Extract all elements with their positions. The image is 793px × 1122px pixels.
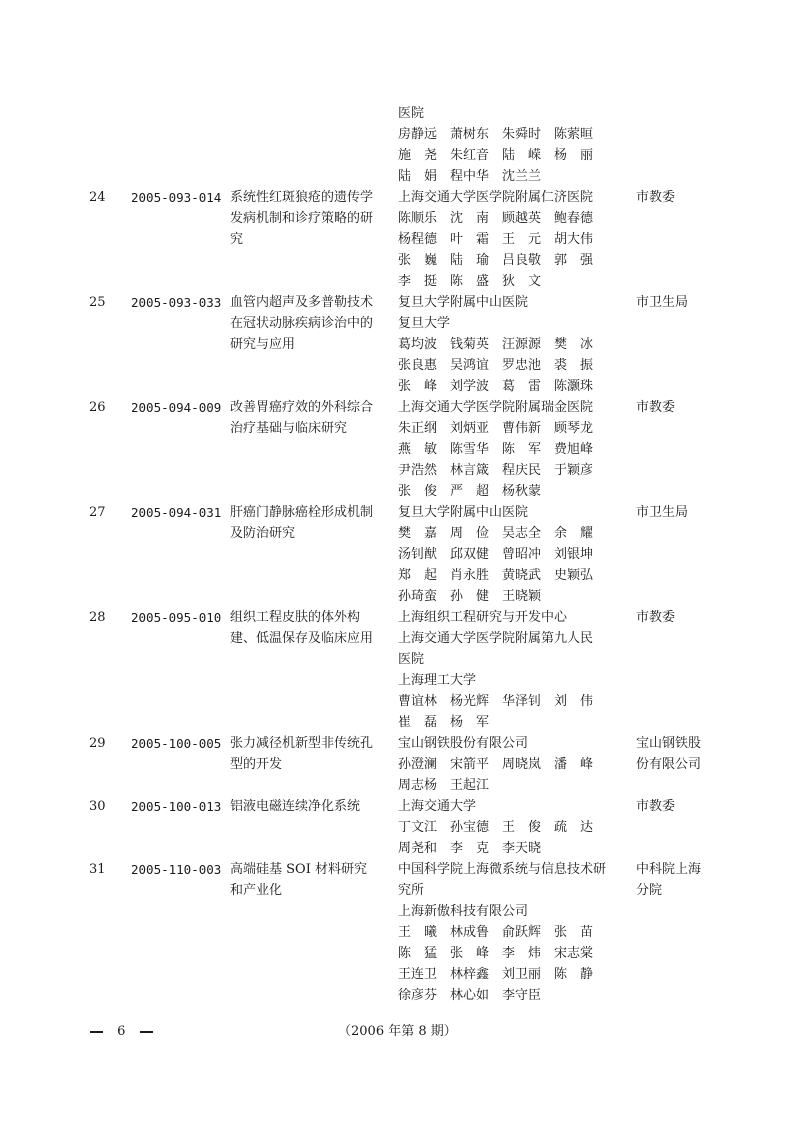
- entry-unit-line: 张 巍 陆 瑜 吕良敬 郭 强: [398, 253, 594, 268]
- entry-title-line: 治疗基础与临床研究: [230, 421, 348, 436]
- entry-recommender-line: 中科院上海: [636, 862, 702, 877]
- entry-unit-line: 陈顺乐 沈 南 顾越英 鲍春德: [398, 211, 594, 226]
- entry-unit-line: 丁文江 孙宝德 王 俊 疏 达: [398, 820, 594, 835]
- entry-title-line: 建、低温保存及临床应用: [230, 631, 374, 646]
- entry-number: 29: [89, 736, 106, 751]
- entry-unit-line: 徐彦芬 林心如 李守臣: [398, 988, 542, 1003]
- entry-title-line: 究: [230, 232, 244, 247]
- entry-title-line: 铝液电磁连续净化系统: [230, 799, 361, 814]
- carryover-unit-line: 施 尧 朱红音 陆 嵘 杨 丽: [398, 148, 594, 163]
- entry-title-line: 血管内超声及多普勒技术: [230, 295, 374, 310]
- entry-unit-line: 王 曦 林成鲁 俞跃辉 张 苗: [398, 925, 594, 940]
- entry-unit-line: 樊 嘉 周 俭 吴志全 余 耀: [398, 526, 594, 541]
- page-number: 6: [117, 1024, 126, 1039]
- entry-unit-line: 杨程德 叶 霜 王 元 胡大伟: [398, 232, 594, 247]
- entry-number: 26: [89, 400, 106, 415]
- entry-title-line: 和产业化: [230, 883, 283, 898]
- entry-unit-line: 张 峰 刘学波 葛 雷 陈灏珠: [398, 379, 594, 394]
- entry-unit-line: 陈 猛 张 峰 李 炜 宋志棠: [398, 946, 594, 961]
- entry-unit-line: 上海交通大学医学院附属第九人民: [398, 631, 594, 646]
- entry-recommender-line: 市教委: [636, 799, 676, 814]
- entry-unit-line: 复旦大学: [398, 316, 451, 331]
- entry-title-line: 高端硅基 SOI 材料研究: [230, 862, 367, 877]
- entry-unit-line: 复旦大学附属中山医院: [398, 505, 529, 520]
- entry-title-line: 肝癌门静脉癌栓形成机制: [230, 505, 374, 520]
- entry-unit-line: 上海交通大学: [398, 799, 477, 814]
- entry-title-line: 及防治研究: [230, 526, 296, 541]
- entry-unit-line: 周尧和 李 克 李天晓: [398, 841, 542, 856]
- entry-recommender-line: 份有限公司: [636, 757, 702, 772]
- entry-unit-line: 上海新傲科技有限公司: [398, 904, 529, 919]
- entry-number: 24: [89, 190, 106, 205]
- entry-unit-line: 尹浩然 林言箴 程庆民 于颖彦: [398, 463, 594, 478]
- entry-recommender-line: 宝山钢铁股: [636, 736, 702, 751]
- entry-unit-line: 究所: [398, 883, 425, 898]
- entry-unit-line: 孙琦蛮 孙 健 王晓颖: [398, 589, 542, 604]
- entry-code: 2005-093-033: [131, 295, 222, 310]
- carryover-unit-line: 房静远 萧树东 朱舜时 陈萦晅: [398, 127, 594, 142]
- entry-recommender-line: 市教委: [636, 190, 676, 205]
- entry-recommender-line: 分院: [636, 883, 663, 898]
- entry-code: 2005-100-013: [131, 799, 222, 814]
- entry-title-line: 张力减径机新型非传统孔: [230, 736, 374, 751]
- entry-unit-line: 复旦大学附属中山医院: [398, 295, 529, 310]
- entry-unit-line: 崔 磊 杨 军: [398, 715, 490, 730]
- entry-title-line: 研究与应用: [230, 337, 296, 352]
- entry-code: 2005-094-009: [131, 400, 222, 415]
- entry-code: 2005-094-031: [131, 505, 222, 520]
- entry-title-line: 组织工程皮肤的体外构: [230, 610, 361, 625]
- entry-unit-line: 张良惠 吴鸿谊 罗忠池 裘 振: [398, 358, 594, 373]
- entry-number: 27: [89, 505, 106, 520]
- entry-code: 2005-095-010: [131, 610, 222, 625]
- entry-title-line: 发病机制和诊疗策略的研: [230, 211, 374, 226]
- entry-unit-line: 宝山钢铁股份有限公司: [398, 736, 529, 751]
- entry-unit-line: 燕 敏 陈雪华 陈 军 费旭峰: [398, 442, 594, 457]
- entry-unit-line: 上海交通大学医学院附属瑞金医院: [398, 400, 594, 415]
- footer-dash-left: [90, 1031, 103, 1033]
- entry-number: 31: [89, 862, 106, 877]
- entry-title-line: 在冠状动脉疾病诊治中的: [230, 316, 374, 331]
- footer-dash-right: [140, 1031, 153, 1033]
- entry-code: 2005-110-003: [131, 862, 222, 877]
- entry-code: 2005-093-014: [131, 190, 222, 205]
- entry-title-line: 型的开发: [230, 757, 283, 772]
- entry-unit-line: 医院: [398, 652, 425, 667]
- entry-unit-line: 王连卫 林梓鑫 刘卫丽 陈 静: [398, 967, 594, 982]
- entry-title-line: 改善胃癌疗效的外科综合: [230, 400, 374, 415]
- entry-code: 2005-100-005: [131, 736, 222, 751]
- entry-recommender-line: 市卫生局: [636, 295, 689, 310]
- entry-unit-line: 汤钊猷 邱双健 曾昭冲 刘银坤: [398, 547, 594, 562]
- carryover-unit-line: 医院: [398, 106, 425, 121]
- entry-unit-line: 上海组织工程研究与开发中心: [398, 610, 568, 625]
- entry-unit-line: 上海理工大学: [398, 673, 477, 688]
- entry-unit-line: 朱正纲 刘炳亚 曹伟新 顾琴龙: [398, 421, 594, 436]
- entry-unit-line: 曹谊林 杨光辉 华泽钊 刘 伟: [398, 694, 594, 709]
- entry-unit-line: 李 挺 陈 盛 狄 文: [398, 274, 542, 289]
- issue-label: （2006 年第 8 期）: [338, 1024, 457, 1039]
- entry-number: 30: [89, 799, 106, 814]
- entry-unit-line: 葛均波 钱菊英 汪源源 樊 冰: [398, 337, 594, 352]
- entry-unit-line: 中国科学院上海微系统与信息技术研: [398, 862, 607, 877]
- entry-recommender-line: 市教委: [636, 610, 676, 625]
- entry-recommender-line: 市卫生局: [636, 505, 689, 520]
- entry-unit-line: 孙澄澜 宋箭平 周晓岚 潘 峰: [398, 757, 594, 772]
- entry-recommender-line: 市教委: [636, 400, 676, 415]
- entry-unit-line: 周志杨 王起江: [398, 778, 490, 793]
- entry-number: 28: [89, 610, 106, 625]
- entry-title-line: 系统性红斑狼疮的遗传学: [230, 190, 374, 205]
- entry-unit-line: 郑 起 肖永胜 黄晓武 史颖弘: [398, 568, 594, 583]
- entry-unit-line: 张 俊 严 超 杨秋蒙: [398, 484, 542, 499]
- carryover-unit-line: 陆 娟 程中华 沈兰兰: [398, 169, 542, 184]
- entry-number: 25: [89, 295, 106, 310]
- page-footer: [90, 1022, 153, 1042]
- entry-unit-line: 上海交通大学医学院附属仁济医院: [398, 190, 594, 205]
